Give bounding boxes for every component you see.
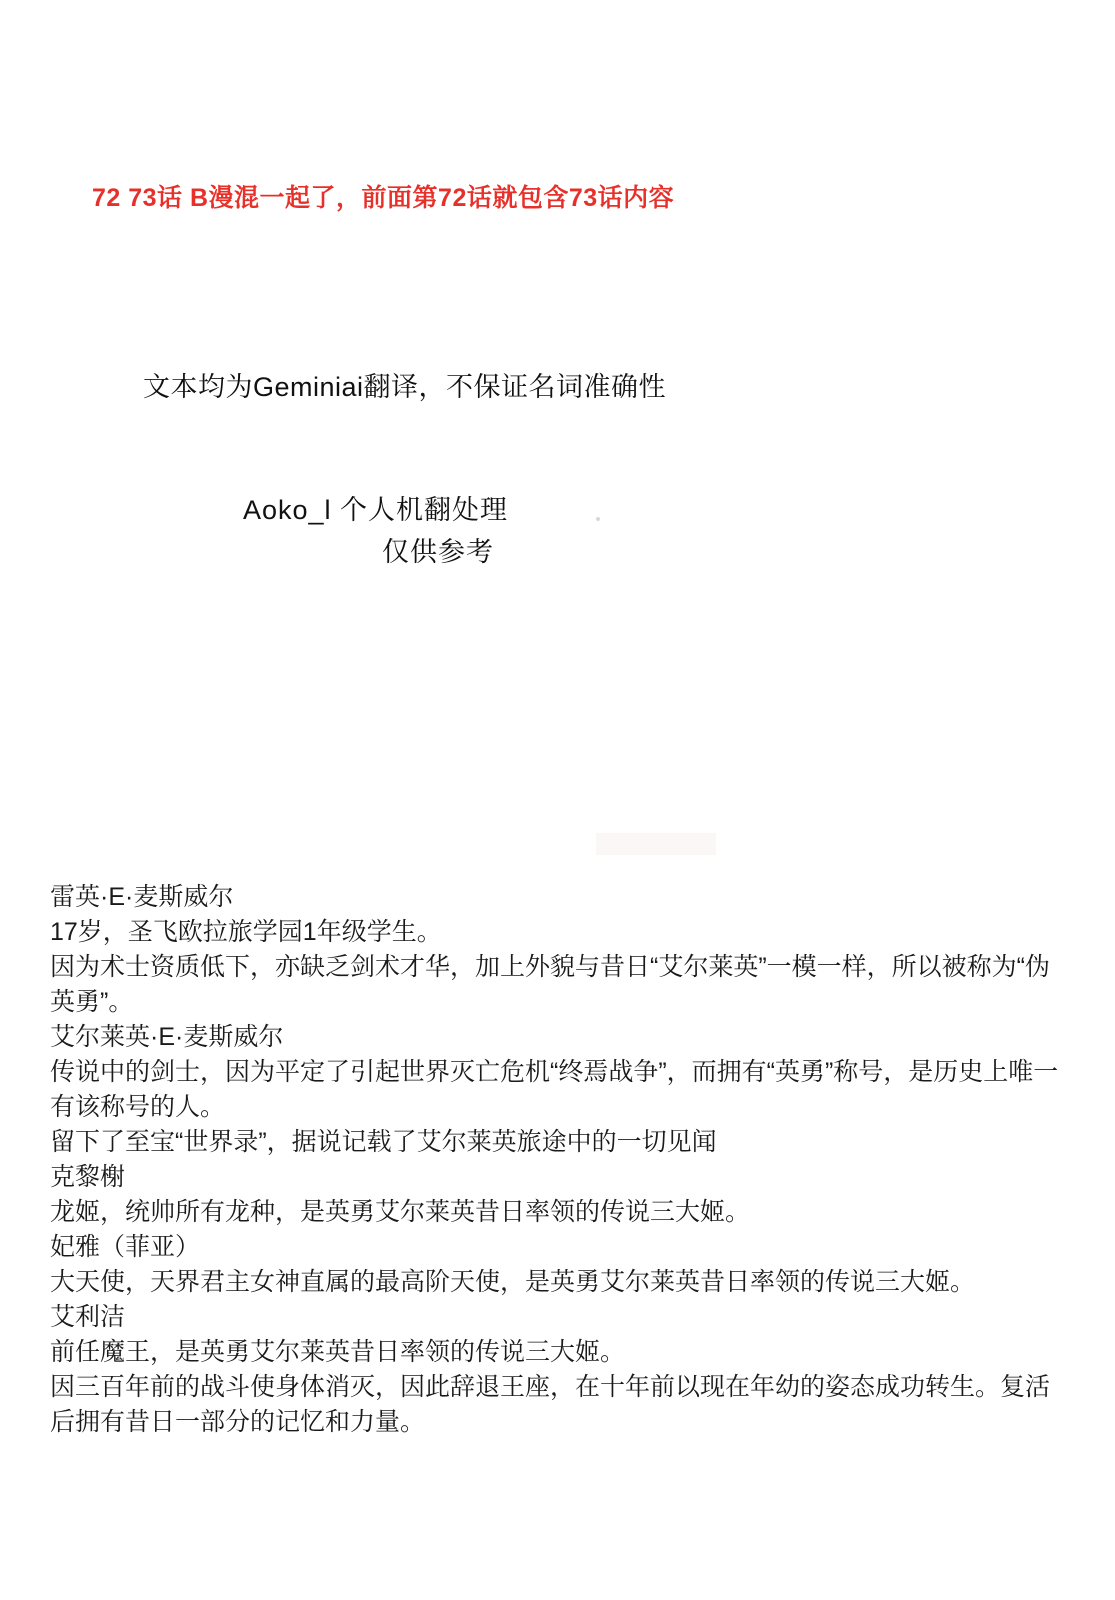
glossary-entry (50, 1230, 1070, 1300)
glossary-entry (50, 1160, 1070, 1230)
translation-disclaimer: 文本均为Geminiai翻译，不保证名词准确性 (143, 372, 667, 402)
character-description: 龙姬，统帅所有龙种，是英勇艾尔莱英昔日率领的传说三大姬。 (50, 1198, 751, 1226)
character-name: 妃雅（菲亚） (50, 1233, 201, 1261)
character-description: 大天使，天界君主女神直属的最高阶天使，是英勇艾尔莱英昔日率领的传说三大姬。 (50, 1268, 976, 1296)
character-name: 克黎榭 (50, 1163, 126, 1191)
chapter-notice: 72 73话 B漫混一起了，前面第72话就包含73话内容 (92, 184, 675, 212)
character-description: 传说中的剑士，因为平定了引起世界灭亡危机“终焉战争”，而拥有“英勇”称号，是历史上唯一有该称号的人。 留下了至宝“世界录”，据说记载了艾尔莱英旅途中的一切见闻 (50, 1058, 1059, 1156)
glossary-entry (50, 880, 1070, 1020)
reference-note: 仅供参考 (382, 537, 494, 567)
character-glossary (50, 880, 1070, 1440)
character-name: 雷英·E·麦斯威尔 (50, 883, 234, 911)
character-description: 前任魔王，是英勇艾尔莱英昔日率领的传说三大姬。 因三百年前的战斗使身体消灭，因此辞退王座，在十年前以现在年幼的姿态成功转生。复活后拥有昔日一部分的记忆和力量。 (50, 1338, 1051, 1436)
character-name: 艾利洁 (50, 1303, 126, 1331)
scan-artifact (596, 833, 716, 855)
scan-speck (596, 517, 600, 521)
character-description: 17岁，圣飞欧拉旅学园1年级学生。 因为术士资质低下，亦缺乏剑术才华，加上外貌与昔日“艾尔莱英”一模一样，所以被称为“伪英勇”。 (50, 918, 1050, 1016)
character-name: 艾尔莱英·E·麦斯威尔 (50, 1023, 284, 1051)
glossary-entry (50, 1300, 1070, 1440)
translator-credit: Aoko_l 个人机翻处理 (243, 495, 509, 525)
glossary-entry (50, 1020, 1070, 1160)
